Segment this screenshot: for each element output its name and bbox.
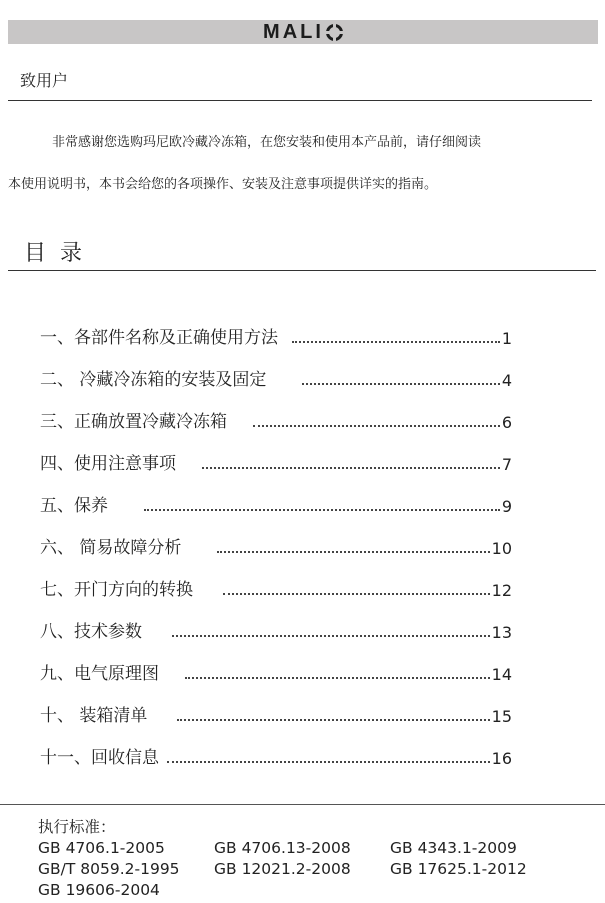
toc-item-label: 一、各部件名称及正确使用方法 — [40, 328, 278, 348]
toc-item[interactable] — [40, 322, 512, 348]
brand-logo — [263, 21, 343, 44]
toc-item-label: 四、使用注意事项 — [40, 454, 176, 474]
toc-item[interactable] — [40, 658, 512, 684]
toc-item-page: 14 — [491, 665, 512, 684]
toc-title: 目录 — [24, 241, 97, 266]
toc-item-page: 16 — [491, 749, 512, 768]
toc-item[interactable] — [40, 532, 512, 558]
toc-leader-dots — [302, 382, 499, 385]
toc-item-page: 7 — [501, 455, 512, 474]
toc-item[interactable] — [40, 616, 512, 642]
toc-item[interactable] — [40, 490, 512, 516]
standard-code: GB 4343.1-2009 — [390, 839, 517, 857]
brand-name: MALI — [263, 20, 324, 43]
standards-label: 执行标准： — [38, 818, 116, 836]
toc-item-page: 15 — [491, 707, 512, 726]
toc-item-label: 三、正确放置冷藏冷冻箱 — [40, 412, 227, 432]
toc-item-page: 12 — [491, 581, 512, 600]
toc-item-label: 十一、回收信息 — [40, 748, 159, 768]
toc-item-page: 9 — [501, 497, 512, 516]
standard-code: GB 12021.2-2008 — [214, 860, 351, 878]
toc-leader-dots — [292, 340, 500, 343]
toc-item-page: 4 — [501, 371, 512, 390]
standards-block — [38, 817, 527, 901]
toc-item-page: 6 — [501, 413, 512, 432]
toc-item[interactable] — [40, 574, 512, 600]
toc-item[interactable] — [40, 448, 512, 474]
toc-leader-dots — [217, 550, 489, 553]
toc-leader-dots — [177, 718, 489, 721]
standards-row — [38, 838, 527, 859]
toc-leader-dots — [202, 466, 500, 469]
intro-line-2: 本使用说明书，本书会给您的各项操作、安装及注意事项提供详实的指南。 — [8, 177, 438, 192]
toc-item[interactable] — [40, 364, 512, 390]
intro-paragraph — [8, 122, 598, 206]
toc-divider — [8, 270, 596, 271]
standard-code: GB 19606-2004 — [38, 881, 160, 899]
toc-item-label: 八、技术参数 — [40, 622, 142, 642]
standard-code: GB/T 8059.2-1995 — [38, 860, 180, 878]
intro-line-1: 非常感谢您选购玛尼欧冷藏冷冻箱，在您安装和使用本产品前，请仔细阅读 — [52, 135, 482, 150]
standard-code: GB 4706.13-2008 — [214, 839, 351, 857]
footer-divider — [0, 804, 605, 805]
toc-leader-dots — [167, 760, 490, 763]
toc-item-label: 七、开门方向的转换 — [40, 580, 193, 600]
toc-item-label: 十、 装箱清单 — [40, 706, 148, 726]
toc-leader-dots — [144, 508, 500, 511]
circle-cross-icon — [326, 24, 343, 41]
toc-item-label: 六、 简易故障分析 — [40, 538, 182, 558]
toc-item-label: 二、 冷藏冷冻箱的安装及固定 — [40, 370, 267, 390]
toc-leader-dots — [185, 676, 490, 679]
toc-item[interactable] — [40, 406, 512, 432]
toc-item[interactable] — [40, 700, 512, 726]
standards-row — [38, 859, 527, 880]
brand-header-bar — [8, 20, 598, 44]
toc-item-page: 10 — [491, 539, 512, 558]
toc-item-label: 九、电气原理图 — [40, 664, 159, 684]
standard-code: GB 17625.1-2012 — [390, 860, 527, 878]
toc-leader-dots — [172, 634, 490, 637]
toc-leader-dots — [223, 592, 490, 595]
toc-leader-dots — [253, 424, 500, 427]
toc-item-page: 13 — [491, 623, 512, 642]
greeting-title: 致用户 — [20, 71, 69, 90]
toc-item-page: 1 — [501, 329, 512, 348]
toc-item[interactable] — [40, 742, 512, 768]
toc-item-label: 五、保养 — [40, 496, 108, 516]
standard-code: GB 4706.1-2005 — [38, 839, 165, 857]
greeting-divider — [8, 100, 592, 101]
standards-row — [38, 880, 527, 901]
